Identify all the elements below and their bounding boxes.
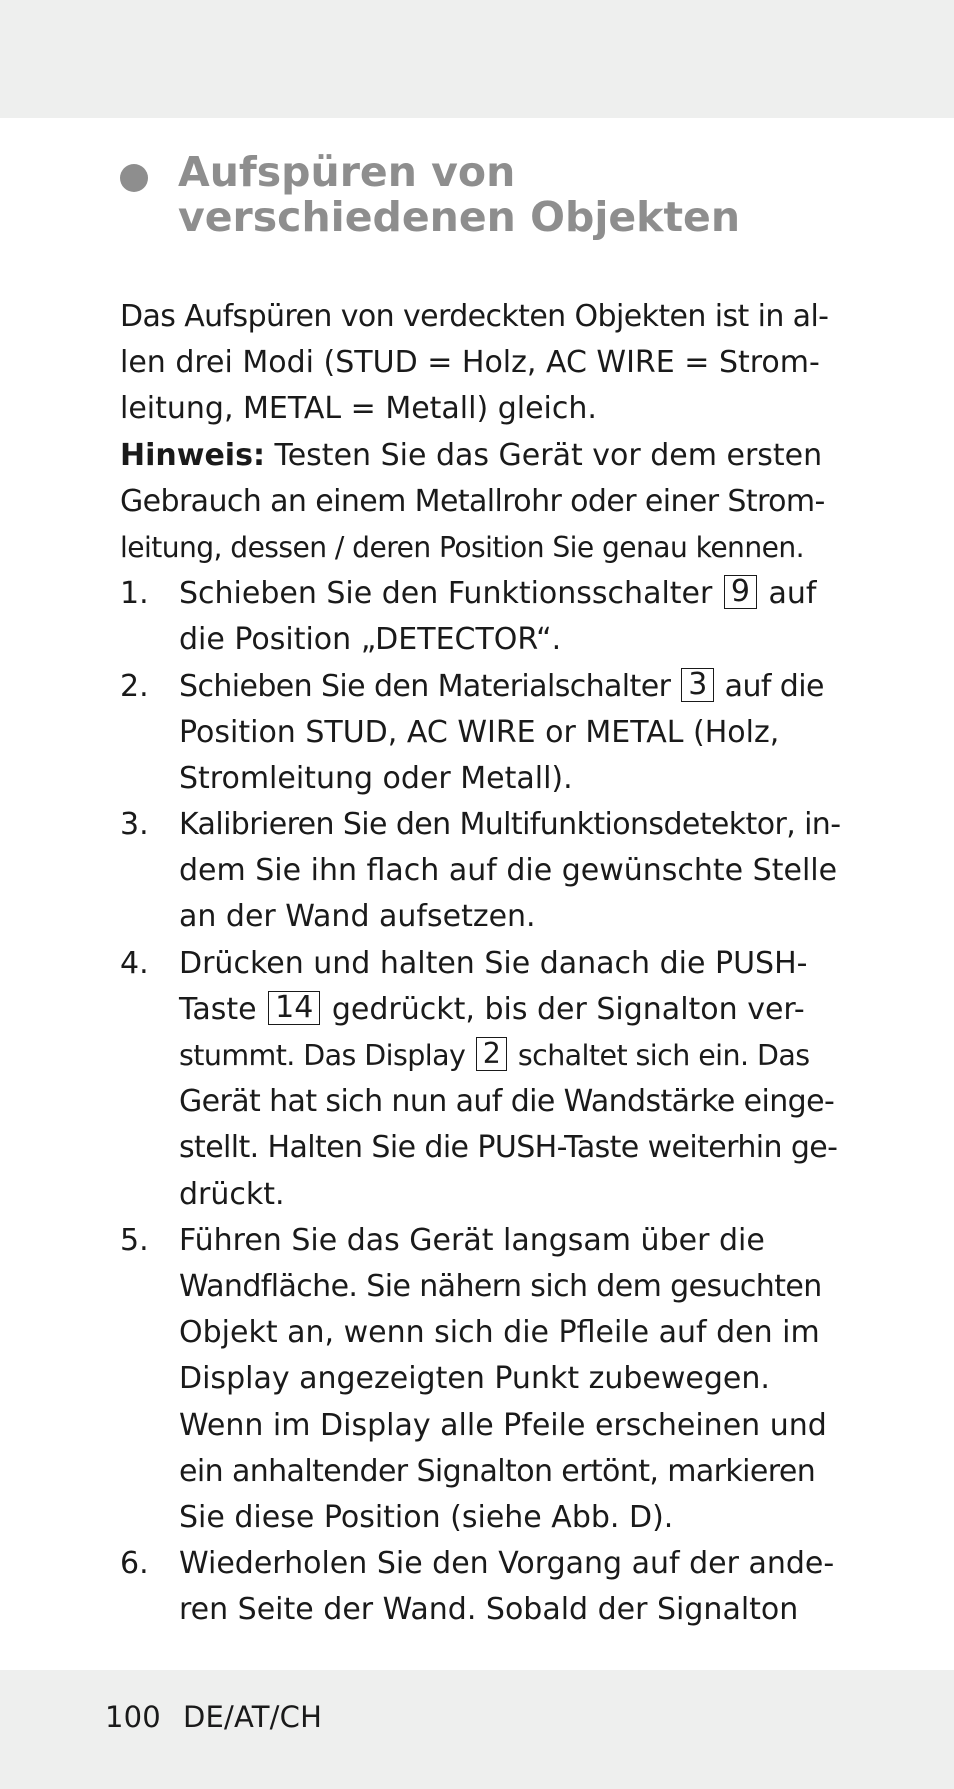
step-number: 6. (120, 1546, 149, 1582)
step-line (179, 1033, 840, 1079)
step-line: die Position „DETECTOR“. (179, 622, 562, 658)
step-line: Sie diese Position (siehe Abb. D). (179, 1499, 674, 1535)
step-line: Objekt an, wenn sich die Pfleile auf den im (179, 1315, 820, 1351)
step-line: Kalibrieren Sie den Multifunktionsdetektor, in- (179, 807, 841, 843)
step-text: stummt. Das Display (179, 1039, 474, 1072)
reference-box: 14 (268, 991, 320, 1025)
step-number: 1. (120, 576, 149, 612)
step-number: 4. (120, 945, 149, 981)
reference-box: 2 (476, 1037, 508, 1071)
step-line: dem Sie ihn flach auf die gewünschte Stelle (179, 853, 838, 889)
note-line (120, 433, 840, 479)
step-text: auf die (715, 668, 824, 704)
step-1 (120, 571, 840, 663)
intro-line: len drei Modi (STUD = Holz, AC WIRE = Strom- (120, 345, 820, 381)
step-line: Wiederholen Sie den Vorgang auf der ande- (179, 1546, 835, 1582)
step-text: schaltet sich ein. Das (509, 1039, 810, 1072)
note-label: Hinweis: (120, 437, 265, 473)
step-line: ren Seite der Wand. Sobald der Signalton (179, 1592, 799, 1628)
step-3 (120, 802, 840, 941)
step-line: Stromleitung oder Metall). (179, 760, 573, 796)
body-content (120, 294, 840, 1633)
page-top-band (0, 0, 954, 118)
step-number: 2. (120, 668, 149, 704)
step-5 (120, 1218, 840, 1541)
intro-line: leitung, METAL = Metall) gleich. (120, 391, 597, 427)
step-line: an der Wand aufsetzen. (179, 899, 536, 935)
intro-paragraph (120, 294, 840, 433)
heading-line: verschiedenen Objekten (178, 193, 741, 241)
step-line: ein anhaltender Signalton ertönt, markieren (179, 1453, 816, 1489)
step-line: drückt. (179, 1176, 285, 1212)
note-text: Testen Sie das Gerät vor dem ersten (264, 437, 823, 473)
step-line: Position STUD, AC WIRE or METAL (Holz, (179, 714, 780, 750)
note-paragraph (120, 433, 840, 572)
step-4 (120, 941, 840, 1218)
step-number: 3. (120, 807, 149, 843)
step-number: 5. (120, 1222, 149, 1258)
page-number: 100 (105, 1700, 161, 1734)
step-line: Wandfläche. Sie nähern sich dem gesuchten (179, 1268, 822, 1304)
note-line: Gebrauch an einem Metallrohr oder einer Strom- (120, 483, 825, 519)
heading-text (178, 150, 740, 240)
step-6 (120, 1541, 840, 1633)
reference-box: 3 (681, 668, 714, 702)
intro-line: Das Aufspüren von verdeckten Objekten ist in al- (120, 299, 829, 334)
heading-bullet-icon (120, 164, 148, 192)
step-text: auf (758, 576, 817, 612)
page-footer (105, 1700, 322, 1734)
step-line: Wenn im Display alle Pfeile erscheinen und (179, 1407, 827, 1443)
heading-line: Aufspüren von (178, 148, 516, 196)
note-line: leitung, dessen / deren Position Sie genau kennen. (120, 530, 804, 564)
section-heading (120, 150, 740, 240)
step-line: Gerät hat sich nun auf die Wandstärke einge- (179, 1084, 835, 1120)
step-text: Schieben Sie den Materialschalter (179, 668, 680, 704)
step-line (179, 571, 840, 617)
locale-label: DE/AT/CH (182, 1700, 323, 1734)
step-text: Taste (179, 991, 267, 1027)
step-line (179, 664, 840, 710)
step-text: gedrückt, bis der Signalton ver- (322, 991, 805, 1027)
step-line: Drücken und halten Sie danach die PUSH- (179, 945, 808, 981)
step-line: stellt. Halten Sie die PUSH-Taste weiterhin ge- (179, 1130, 838, 1166)
step-line (179, 987, 840, 1033)
step-text: Schieben Sie den Funktionsschalter (179, 576, 722, 612)
step-2 (120, 664, 840, 803)
reference-box: 9 (724, 575, 757, 609)
step-line: Display angezeigten Punkt zubewegen. (179, 1361, 770, 1397)
step-line: Führen Sie das Gerät langsam über die (179, 1222, 765, 1258)
